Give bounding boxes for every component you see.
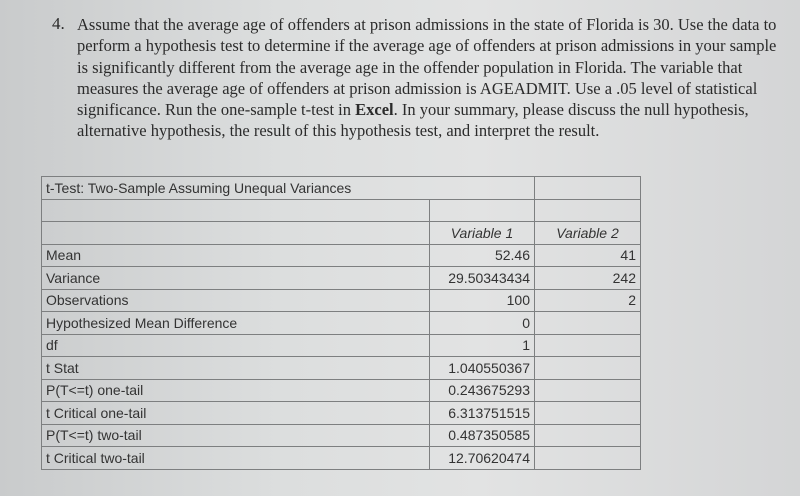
row-value-2: 41	[535, 244, 641, 267]
row-value-2	[535, 447, 641, 470]
row-label: t Critical one-tail	[42, 402, 430, 425]
row-value-1: 6.313751515	[430, 402, 535, 425]
row-value-2	[535, 379, 641, 402]
row-value-1: 0.243675293	[430, 379, 535, 402]
question-text-part2: . In your summary, please discuss the null hypothesis, alternative hypothesis, the result of this hypothesis test, and interpret the result.	[77, 100, 749, 141]
table-row	[42, 402, 641, 425]
question-text-part1: Assume that the average age of offenders at prison admissions in the state of Florida is 30. Use the data to perform a hypothesis test to determine if the average age of offenders at prison admissions in your sample is significantly different from the average age in the offender population in Florida. The variable that measures the average age of offenders at prison admission is AGEADMIT. Use a .05 level of statistical significance. Run the one-sample t-test in	[77, 15, 777, 120]
row-value-1: 12.70620474	[430, 447, 535, 470]
table-row	[42, 289, 641, 312]
row-label: Observations	[42, 289, 430, 312]
header-variable-1: Variable 1	[430, 222, 535, 245]
row-label: P(T<=t) one-tail	[42, 379, 430, 402]
row-value-2: 242	[535, 267, 641, 290]
table-row	[42, 334, 641, 357]
table-title-blank	[535, 177, 641, 200]
row-value-2	[535, 424, 641, 447]
question-text	[77, 14, 782, 142]
table-row	[42, 267, 641, 290]
row-value-1: 0.487350585	[430, 424, 535, 447]
blank-cell	[42, 199, 430, 222]
table-row	[42, 312, 641, 335]
table-blank-row	[42, 199, 641, 222]
table-row	[42, 447, 641, 470]
row-value-2	[535, 357, 641, 380]
row-value-2	[535, 402, 641, 425]
header-variable-2: Variable 2	[535, 222, 641, 245]
question-block	[52, 14, 782, 142]
table-row	[42, 379, 641, 402]
table-title-row	[42, 177, 641, 200]
question-bold-word: Excel	[355, 100, 394, 120]
row-label: P(T<=t) two-tail	[42, 424, 430, 447]
row-value-2	[535, 312, 641, 335]
table-header-row	[42, 222, 641, 245]
row-value-1: 29.50343434	[430, 267, 535, 290]
row-value-1: 52.46	[430, 244, 535, 267]
row-value-2	[535, 334, 641, 357]
row-value-1: 1.040550367	[430, 357, 535, 380]
row-label: t Stat	[42, 357, 430, 380]
table-title: t-Test: Two-Sample Assuming Unequal Variances	[42, 177, 535, 200]
table-row	[42, 424, 641, 447]
table-row	[42, 357, 641, 380]
blank-cell	[430, 199, 535, 222]
row-value-1: 0	[430, 312, 535, 335]
row-label: Mean	[42, 244, 430, 267]
row-label: df	[42, 334, 430, 357]
table-row	[42, 244, 641, 267]
header-label	[42, 222, 430, 245]
row-value-1: 100	[430, 289, 535, 312]
row-label: Variance	[42, 267, 430, 290]
row-label: t Critical two-tail	[42, 447, 430, 470]
row-value-1: 1	[430, 334, 535, 357]
row-value-2: 2	[535, 289, 641, 312]
ttest-output-table	[41, 176, 641, 470]
question-number: 4.	[52, 14, 65, 33]
row-label: Hypothesized Mean Difference	[42, 312, 430, 335]
blank-cell	[535, 199, 641, 222]
